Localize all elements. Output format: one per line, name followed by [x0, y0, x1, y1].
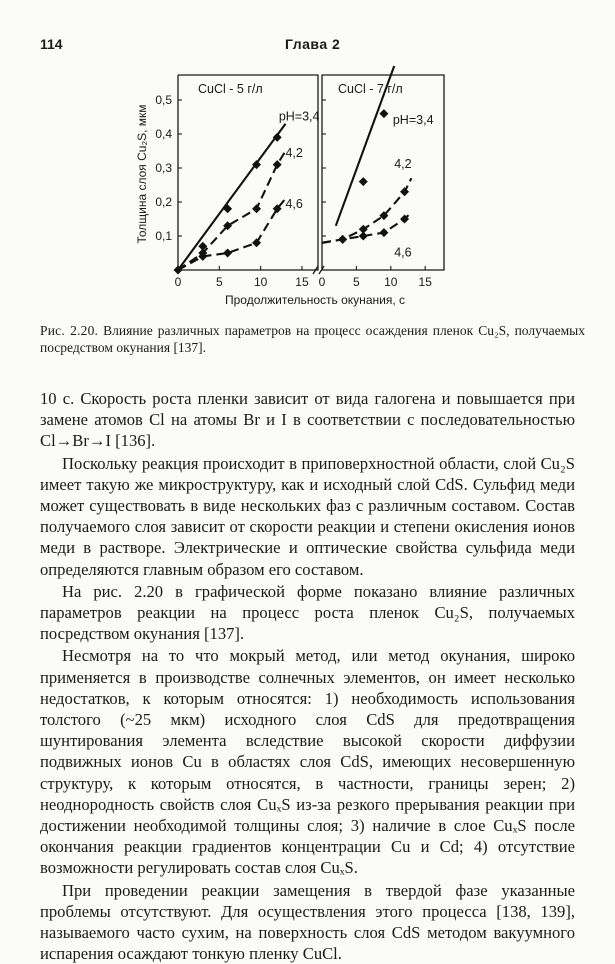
x-axis-label: Продолжительность окунания, с [225, 293, 405, 307]
data-point [379, 228, 388, 237]
data-point [252, 238, 261, 247]
y-tick-label: 0,3 [155, 161, 172, 175]
caption-text: Влияние различных параметров на процесс осаждения пленок Cu₂S, получаемых посредством окунания [137]. [40, 323, 585, 355]
chapter-title: Глава 2 [285, 36, 341, 52]
page-header [40, 36, 580, 56]
paragraph: Несмотря на то что мокрый метод, или метод окунания, широко применяется в производстве солнечных элементов, он имеет несколько недостатков, к которым относятся: 1) необходимость использования толстого (~25 мкм) исходного слоя CdS для предотвращения шунтирования элемента вследствие высокой скорости диффузии подвижных ионов Cu в областях слоя CdS, имеющих несовершенную структуру, к которым относятся, в частности, границы зерен; 2) неоднородность свойств слоя CuₓS из-за резкого прерывания реакции при достижении необходимой толщины слоя; 3) наличие в слое CuₓS после окончания реакции градиентов концентрации Cu и Cd; 4) отсутствие возможности регулировать состав слоя CuₓS. [40, 646, 575, 878]
data-point [379, 109, 388, 118]
series-line-2 [322, 178, 411, 243]
paragraph: Поскольку реакция происходит в приповерхностной области, слой Cu₂S имеет такую же микроструктуру, как и исходный слой CdS. Сульфид меди может существовать в виде нескольких фаз с различным составом. Состав получаемого слоя зависит от скорости реакции и степени окисления ионов меди в растворе. Электрические и оптические свойства сульфида меди определяются главным образом его составом. [40, 453, 575, 579]
data-point [400, 187, 409, 196]
y-axis-label: Толщина слоя Cu₂S, мкм [135, 104, 149, 244]
x-tick-label: 10 [384, 275, 398, 289]
figure-caption [40, 322, 585, 356]
data-point [252, 204, 261, 213]
data-point [273, 160, 282, 169]
caption-label: Рис. 2.20. [40, 323, 99, 338]
x-tick-label: 0 [318, 275, 326, 289]
series-label-3: 4,6 [394, 245, 412, 260]
x-tick-label: 15 [418, 275, 432, 289]
paragraph: На рис. 2.20 в графической форме показано влияние различных параметров реакции на процесс роста пленок Cu₂S, получаемых посредством окунания [137]. [40, 581, 575, 644]
paragraph: При проведении реакции замещения в твердой фазе указанные проблемы отсутствуют. Для осуществления этого процесса [138, 139], называемого часто сухим, на поверхность слоя CdS методом вакуумного испарения осаждают тонкую пленку CuCl. [40, 880, 575, 964]
paragraph: 10 с. Скорость роста пленки зависит от вида галогена и повышается при замене атомов Cl на атомы Br и I в соответствии с последовательностью Cl→Br→I [136]. [40, 389, 575, 451]
y-tick-label: 0,2 [155, 195, 172, 209]
body-text [40, 388, 575, 964]
series-label-1: pH=3,4 [278, 109, 320, 124]
x-tick-label: 5 [215, 275, 223, 289]
series-label-3: 4,6 [285, 197, 303, 211]
series-line-1 [178, 124, 286, 270]
y-tick-label: 0,4 [155, 127, 172, 141]
series-label-2: 4,2 [394, 157, 412, 171]
x-tick-label: 5 [353, 275, 360, 289]
x-tick-label: 0 [174, 275, 182, 289]
page-number: 114 [40, 36, 63, 52]
left-panel-title: CuCl - 5 г/л [198, 82, 263, 96]
data-point [223, 249, 232, 258]
right-panel-title: CuCl - 7 г/л [338, 82, 403, 96]
data-point [359, 232, 368, 241]
y-tick-label: 0,1 [155, 229, 172, 243]
y-tick-label: 0,5 [155, 93, 172, 107]
series-label-2: 4,2 [285, 146, 303, 160]
data-point [338, 235, 347, 244]
x-tick-label: 15 [295, 275, 309, 289]
figure-2-20 [0, 60, 615, 320]
data-point [359, 177, 368, 186]
series-label-1: pH=3,4 [392, 112, 434, 127]
x-tick-label: 10 [253, 275, 268, 289]
